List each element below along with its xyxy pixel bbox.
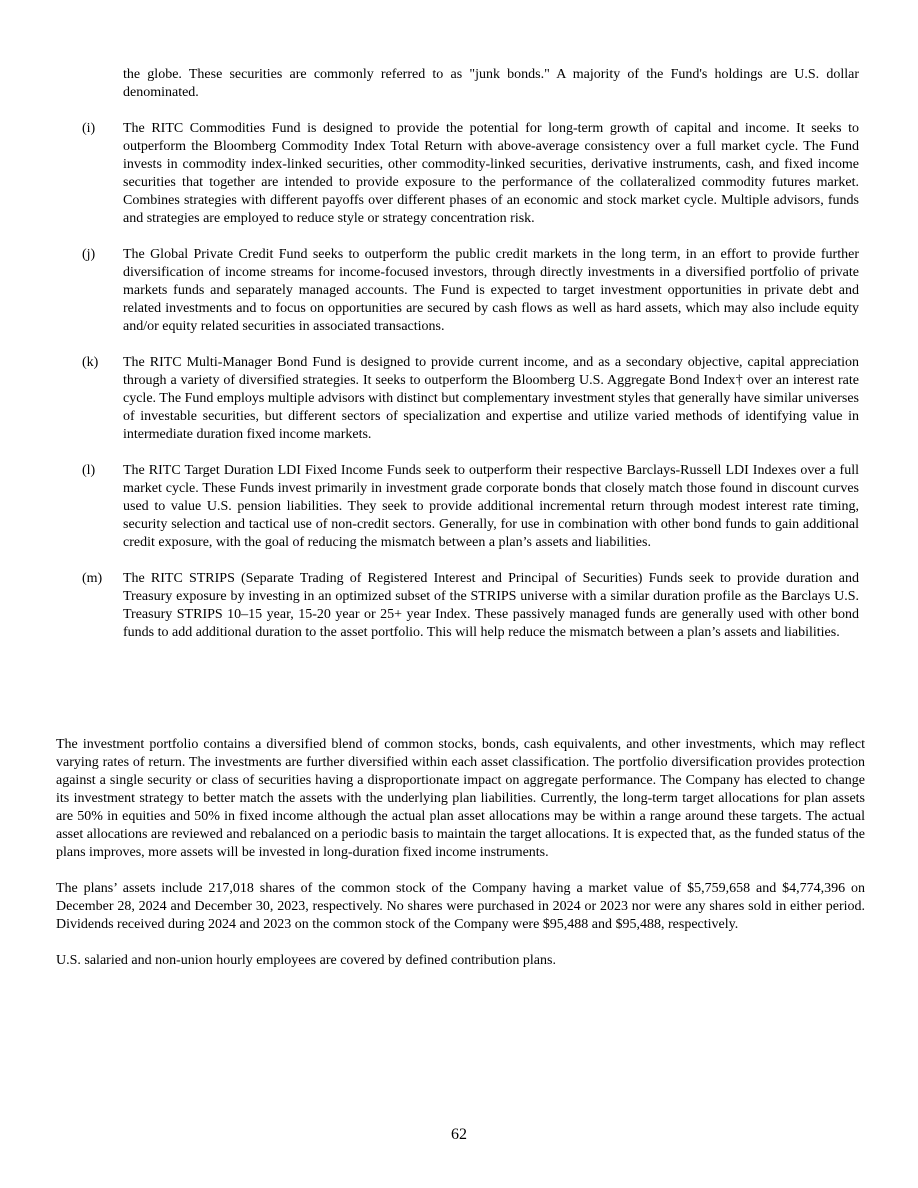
item-text: The RITC Multi-Manager Bond Fund is designed to provide current income, and as a secondary objective, capital appreciation through a variety of diversified strategies. It seeks to outperform the Bloomberg U.S. Aggregate Bond Index† over an interest rate cycle. The Fund employs multiple advisors with distinct but complementary investment styles that generally have similar universes of investable securities, but different sectors of specialization and expertise and utilize varied methods of identifying value in intermediate duration fixed income markets. bbox=[123, 355, 859, 442]
fund-list bbox=[82, 120, 859, 660]
page-number: 62 bbox=[451, 1126, 467, 1143]
plan-assets-paragraph: The plans’ assets include 217,018 shares of the common stock of the Company having a market value of $5,759,658 and $4,774,396 on December 28, 2024 and December 30, 2023, respectively. No shares were purchased in 2024 or 2023 nor were any shares sold in either period. Dividends received during 2024 and 2023 on the common stock of the Company were $95,488 and $95,488, respectively. bbox=[56, 881, 865, 932]
list-item bbox=[82, 462, 859, 552]
list-item bbox=[82, 354, 859, 444]
item-label: (j) bbox=[82, 247, 96, 262]
item-label: (m) bbox=[82, 571, 103, 586]
item-label: (k) bbox=[82, 355, 99, 370]
list-item bbox=[82, 570, 859, 642]
item-text: The RITC Commodities Fund is designed to provide the potential for long-term growth of capital and income. It seeks to outperform the Bloomberg Commodity Index Total Return with above-average consistency over a full market cycle. The Fund invests in commodity index-linked securities, other commodity-linked securities, derivative instruments, cash, and fixed income securities that together are intended to provide exposure to the performance of the collateralized commodity futures market. Combines strategies with different payoffs over different phases of an economic and stock market cycle. Multiple advisors, funds and strategies are employed to reduce style or strategy concentration risk. bbox=[123, 121, 859, 226]
item-label: (l) bbox=[82, 463, 96, 478]
defined-contribution-paragraph: U.S. salaried and non-union hourly employees are covered by defined contribution plans. bbox=[56, 953, 556, 968]
continuation-paragraph: the globe. These securities are commonly referred to as "junk bonds." A majority of the Fund's holdings are U.S. dollar denominated. bbox=[123, 67, 859, 100]
item-text: The Global Private Credit Fund seeks to outperform the public credit markets in the long term, in an effort to provide further diversification of income streams for income-focused investors, through directly investments in a diversified portfolio of private markets funds and separately managed accounts. The Fund is expected to target investment opportunities in private debt and related investments and to focus on opportunities are secured by cash flows as well as hard assets, which may also include equity and/or equity related securities in associated transactions. bbox=[123, 247, 859, 334]
list-item bbox=[82, 120, 859, 228]
item-text: The RITC Target Duration LDI Fixed Income Funds seek to outperform their respective Barclays-Russell LDI Indexes over a full market cycle. These Funds invest primarily in investment grade corporate bonds that closely match those found in discount curves used to value U.S. pension liabilities. They seek to provide additional incremental return through modest interest rate timing, security selection and tactical use of non-credit sectors. Generally, for use in combination with other bond funds to gain additional credit exposure, with the goal of reducing the mismatch between a plan’s assets and liabilities. bbox=[123, 463, 859, 550]
body-text bbox=[56, 736, 865, 988]
list-item bbox=[82, 246, 859, 336]
investment-portfolio-paragraph: The investment portfolio contains a diversified blend of common stocks, bonds, cash equivalents, and other investments, which may reflect varying rates of return. The investments are further diversified within each asset classification. The portfolio diversification provides protection against a single security or class of securities having a disproportionate impact on aggregate performance. The Company has elected to change its investment strategy to better match the assets with the underlying plan liabilities. Currently, the long-term target allocations for plan assets are 50% in equities and 50% in fixed income although the actual plan asset allocations may be within a range around these targets. The actual asset allocations are reviewed and rebalanced on a periodic basis to maintain the target allocations. It is expected that, as the funded status of the plans improves, more assets will be invested in long-duration fixed income instruments. bbox=[56, 737, 865, 860]
item-label: (i) bbox=[82, 121, 96, 136]
item-text: The RITC STRIPS (Separate Trading of Registered Interest and Principal of Securities) Funds seek to provide duration and Treasury exposure by investing in an optimized subset of the STRIPS universe with a similar duration profile as the Barclays U.S. Treasury STRIPS 10–15 year, 15-20 year or 25+ year Index. These passively managed funds are generally used with other bond funds to add additional duration to the asset portfolio. This will help reduce the mismatch between a plan’s assets and liabilities. bbox=[123, 571, 859, 640]
